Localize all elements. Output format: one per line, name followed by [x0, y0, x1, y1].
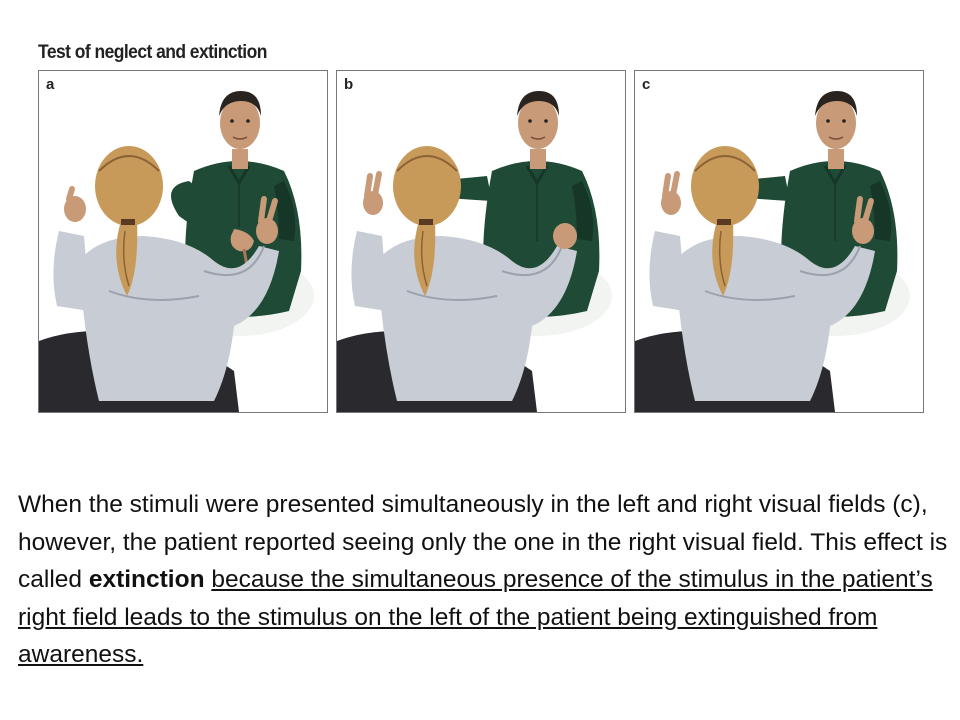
panel-a: [38, 70, 328, 413]
caption-term: extinction: [88, 566, 205, 593]
caption-text: [18, 486, 948, 674]
caption-underlined: because the simultaneous presence of the stimulus in the patient’s right field leads to the stimulus on the left of the patient being extinguished from awareness.: [18, 566, 933, 668]
panel-c: [634, 70, 924, 413]
figure-title: Test of neglect and extinction: [38, 42, 267, 63]
illustration-a: [39, 71, 327, 412]
panel-b: [336, 70, 626, 413]
illustration-b: [337, 71, 625, 412]
caption-part1: When the stimuli were presented simultaneously in the left and right visual fields (c), however, the patient reported seeing only the one in the right visual field. This effect is called: [18, 491, 948, 593]
panel-label: b: [344, 76, 354, 93]
illustration-c: [635, 71, 923, 412]
panel-label: c: [642, 76, 651, 93]
panel-label: a: [46, 76, 55, 93]
